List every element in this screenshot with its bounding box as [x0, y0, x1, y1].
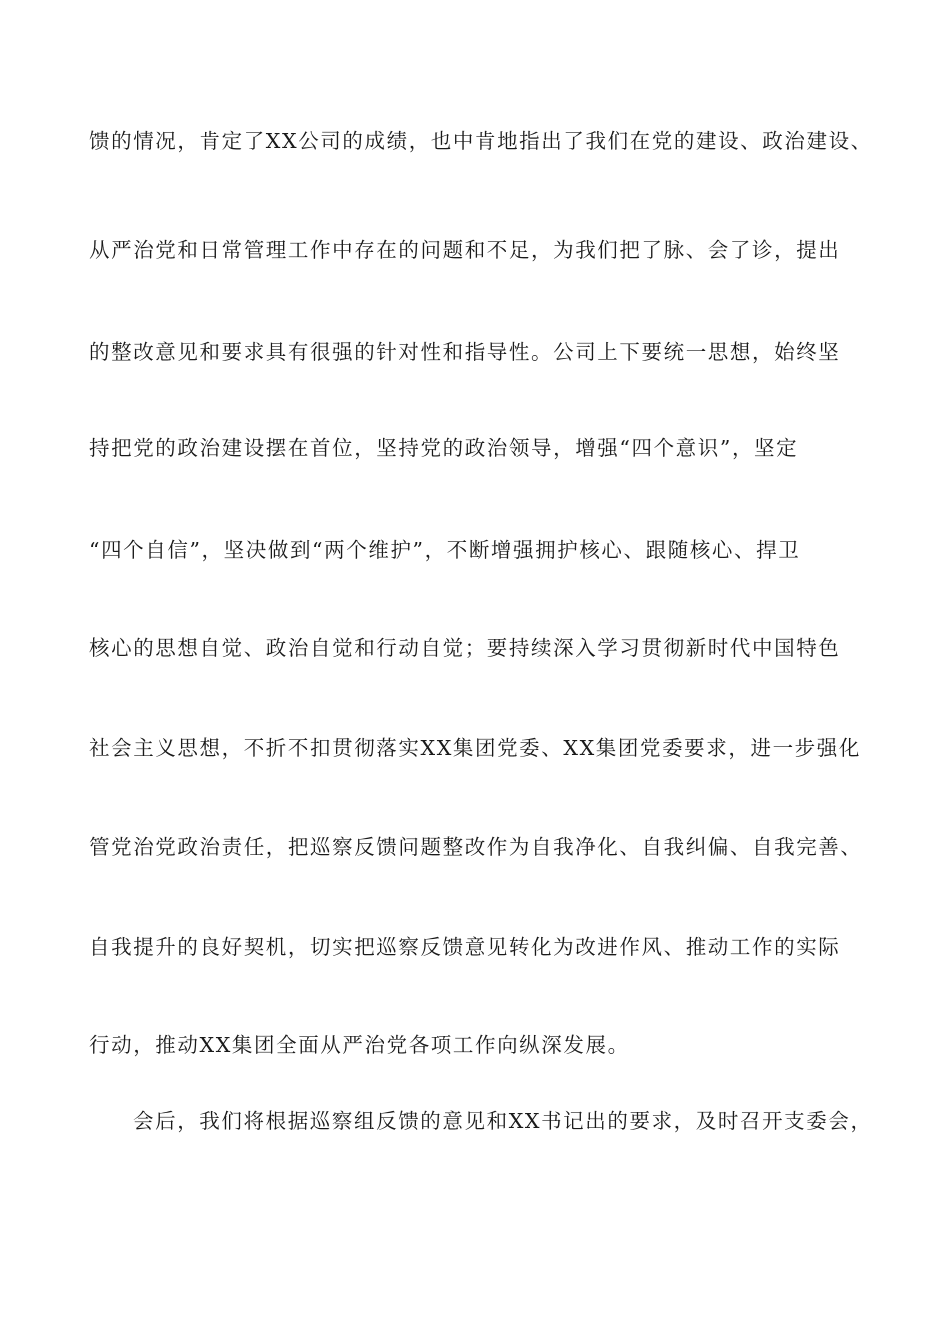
body-text-line-3: 的整改意见和要求具有很强的针对性和指导性。公司上下要统一思想，始终坚 [89, 340, 841, 364]
body-text-line-9: 自我提升的良好契机，切实把巡察反馈意见转化为改进作风、推动工作的实际 [89, 935, 841, 959]
paragraph-2-line-1: 会后，我们将根据巡察组反馈的意见和XX书记出的要求，及时召开支委会， [133, 1109, 873, 1133]
body-text-line-1: 馈的情况，肯定了XX公司的成绩，也中肯地指出了我们在党的建设、政治建设、 [89, 129, 873, 153]
body-text-line-6: 核心的思想自觉、政治自觉和行动自觉；要持续深入学习贯彻新时代中国特色 [89, 636, 841, 660]
body-text-line-2: 从严治党和日常管理工作中存在的问题和不足，为我们把了脉、会了诊，提出 [89, 238, 841, 262]
body-text-line-4: 持把党的政治建设摆在首位，坚持党的政治领导，增强“四个意识”，坚定 [89, 436, 799, 460]
body-text-line-5: “四个自信”，坚决做到“两个维护”，不断增强拥护核心、跟随核心、捍卫 [89, 538, 801, 562]
body-text-line-8: 管党治党政治责任，把巡察反馈问题整改作为自我净化、自我纠偏、自我完善、 [89, 835, 863, 859]
body-text-line-10: 行动，推动XX集团全面从严治党各项工作向纵深发展。 [89, 1033, 630, 1057]
body-text-line-7: 社会主义思想，不折不扣贯彻落实XX集团党委、XX集团党委要求，进一步强化 [89, 736, 861, 760]
